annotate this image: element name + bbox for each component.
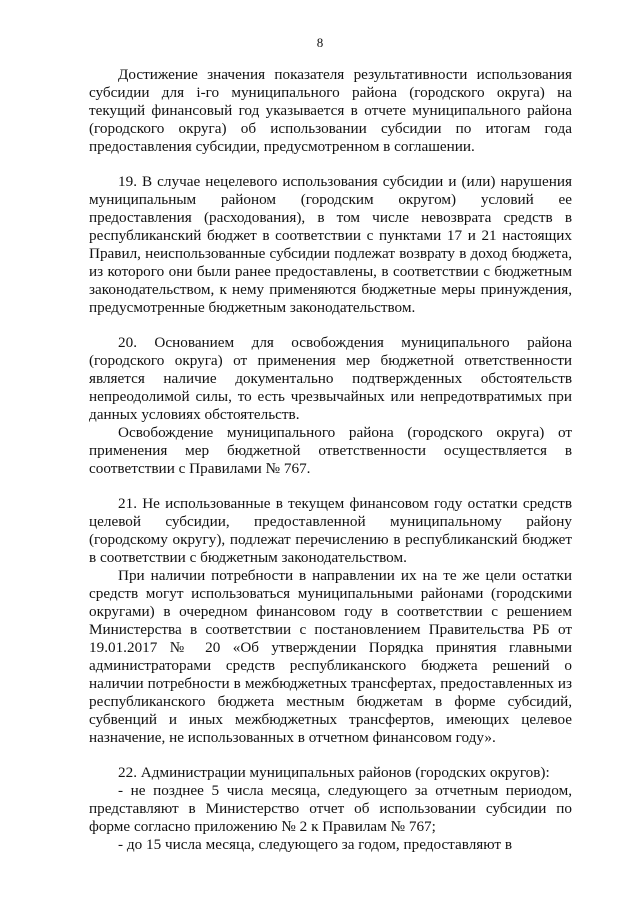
paragraph-indicator-report: Достижение значения показателя результативности использования субсидии для i-го муниципального района (городского округа) на текущий финансовый год указывается в отчете муниципального района (городского округа) об использовании субсидии по итогам года предоставления субсидии, предусмотренном в соглашении.: [89, 66, 572, 155]
paragraph-22: 22. Администрации муниципальных районов (городских округов):: [118, 764, 550, 781]
paragraph-21: 21. Не использованные в текущем финансовом году остатки средств целевой субсидии, предоставленной муниципальному району (городскому округу), подлежат перечислению в республиканский бюджет в соответствии с бюджетным законодательством.: [89, 495, 572, 566]
paragraph-22-item-2: - до 15 числа месяца, следующего за годом, предоставляют в: [118, 836, 513, 853]
document-body: [89, 66, 572, 854]
paragraph-22-item-1: - не позднее 5 числа месяца, следующего за отчетным периодом, представляют в Министерство отчет об использовании субсидии по форме согласно приложению № 2 к Правилам № 767;: [89, 782, 572, 835]
page-number: 8: [316, 35, 324, 50]
paragraph-20-release: Освобождение муниципального района (городского округа) от применения мер бюджетной ответственности осуществляется в соответствии с Правилами № 767.: [89, 424, 572, 477]
paragraph-21-remainders: При наличии потребности в направлении их на те же цели остатки средств могут использоваться муниципальными районами (городскими округами) в очередном финансовом году в соответствии с решением Министерства в соответствии с постановлением Правительства РБ от 19.01.2017 № 20 «Об утверждении Порядка принятия главными администраторами средств республиканского бюджета решений о наличии потребности в межбюджетных трансфертах, предоставленных из республиканского бюджета местным бюджетам в форме субсидий, субвенций и иных межбюджетных трансфертов, имеющих целевое назначение, не использованных в отчетном финансовом году».: [89, 567, 572, 746]
paragraph-19: 19. В случае нецелевого использования субсидии и (или) нарушения муниципальным районом (городским округом) условий ее предоставления (расходования), в том числе невозврата средств в республиканский бюджет в соответствии с пунктами 17 и 21 настоящих Правил, неиспользованные субсидии подлежат возврату в доход бюджета, из которого они были ранее предоставлены, в соответствии с бюджетным законодательством, к нему применяются бюджетные меры принуждения, предусмотренные бюджетным законодательством.: [89, 173, 572, 316]
paragraph-20: 20. Основанием для освобождения муниципального района (городского округа) от применения мер бюджетной ответственности является наличие документально подтвержденных обстоятельств непреодолимой силы, то есть чрезвычайных или непредотвратимых при данных условиях обстоятельств.: [89, 334, 572, 423]
